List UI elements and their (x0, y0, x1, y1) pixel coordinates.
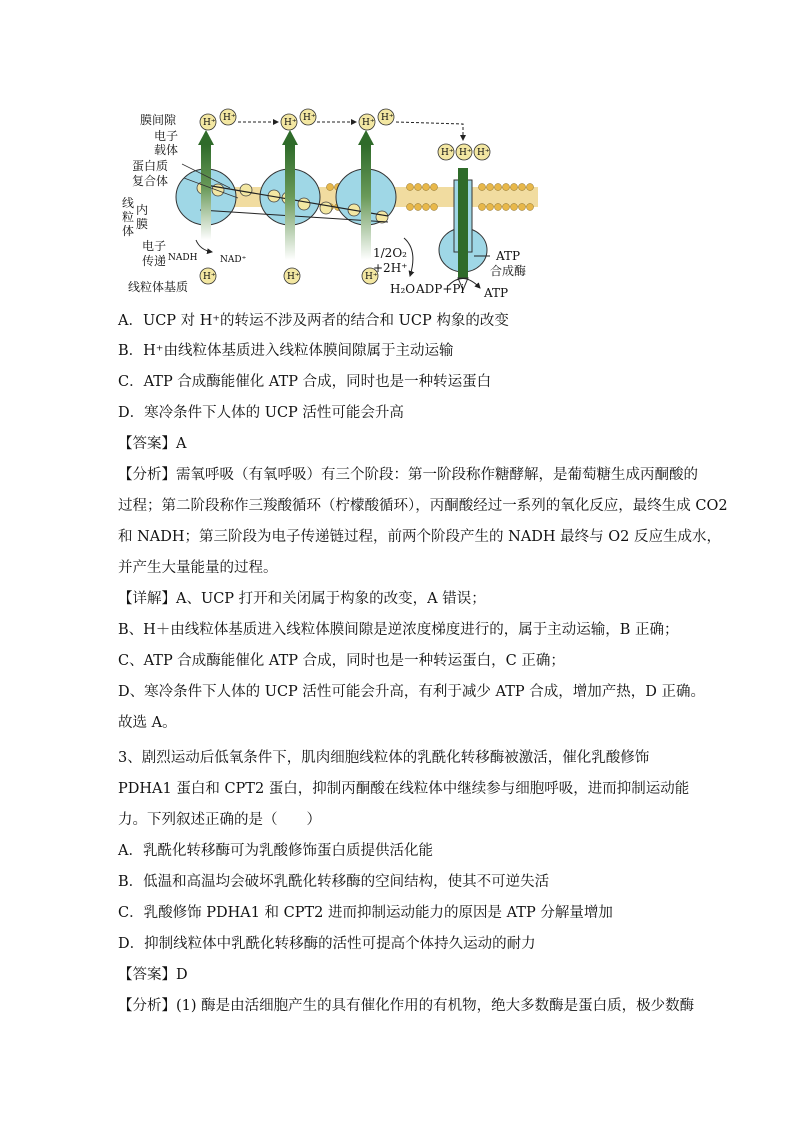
analysis-line: 【分析】(1) 酶是由活细胞产生的具有催化作用的有机物，绝大多数酶是蛋白质，极少数酶 (118, 998, 695, 1014)
h2-label: +2H⁺ (373, 261, 408, 275)
transfer-label-2: 传递 (142, 254, 167, 268)
h-label: H⁺ (223, 113, 236, 123)
question-line: PDHA1 蛋白和 CPT2 蛋白，抑制丙酮酸在线粒体中继续参与细胞呼吸，进而抑制运动能 (118, 781, 690, 797)
atp-synthase-label-2: 合成酶 (490, 264, 527, 278)
inner-membrane-label: 线 (122, 196, 135, 210)
h-label: H⁺ (362, 118, 375, 128)
transfer-label-1: 电子 (142, 239, 167, 253)
carrier-label-1: 电子 (154, 129, 179, 143)
question-line: 力。下列叙述正确的是（ ） (118, 812, 321, 828)
choice-line: 故选 A。 (118, 715, 177, 731)
h-label: H⁺ (303, 113, 316, 123)
inner-membrane-label: 膜 (136, 217, 149, 231)
analysis-line: 【分析】需氧呼吸（有氧呼吸）有三个阶段：第一阶段称作糖酵解，是葡萄糖生成丙酮酸的 (118, 467, 698, 483)
atp-product-label: ATP (484, 286, 509, 300)
h-label: H⁺ (203, 272, 216, 282)
carrier-label-2: 载体 (154, 143, 179, 157)
option-d: D．抑制线粒体中乳酰化转移酶的活性可提高个体持久运动的耐力 (118, 936, 536, 952)
detail-line: B、H＋由线粒体基质进入线粒体膜间隙是逆浓度梯度进行的，属于主动运输，B 正确； (118, 622, 679, 638)
complex-label-2: 复合体 (132, 174, 169, 188)
analysis-line: 过程；第二阶段称作三羧酸循环（柠檬酸循环），丙酮酸经过一系列的氧化反应，最终生成 CO2 (118, 498, 728, 514)
inner-membrane-label: 体 (122, 224, 135, 238)
h-label: H⁺ (284, 118, 297, 128)
h-label: H⁺ (477, 148, 490, 158)
analysis-line: 并产生大量能量的过程。 (118, 560, 278, 576)
h-label: H⁺ (203, 118, 216, 128)
option-b: B．低温和高温均会破坏乳酰化转移酶的空间结构，使其不可逆失活 (118, 874, 550, 890)
inner-membrane-label: 内 (136, 203, 149, 217)
atp-synthase-label-1: ATP (496, 249, 521, 263)
analysis-line: 和 NADH；第三阶段为电子传递链过程，前两个阶段产生的 NADH 最终与 O2 反应生成水， (118, 529, 722, 545)
o2-label: 1/2O₂ (373, 246, 407, 260)
h-label: H⁺ (365, 272, 378, 282)
detail-line: C、ATP 合成酶能催化 ATP 合成，同时也是一种转运蛋白，C 正确； (118, 653, 565, 669)
h-label: H⁺ (441, 148, 454, 158)
option-d: D．寒冷条件下人体的 UCP 活性可能会升高 (118, 405, 404, 421)
answer-label: 【答案】D (118, 967, 188, 983)
h-label: H⁺ (381, 113, 394, 123)
answer-label: 【答案】A (118, 436, 187, 452)
h-label: H⁺ (287, 272, 300, 282)
matrix-label: 线粒体基质 (128, 280, 189, 294)
nad-label: NAD⁺ (220, 255, 247, 265)
h-flow-arrows (238, 122, 463, 140)
option-b: B．H⁺由线粒体基质进入线粒体膜间隙属于主动运输 (118, 343, 454, 359)
mitochondrial-membrane-diagram (118, 100, 538, 305)
nadh-label: NADH (168, 253, 198, 263)
h-label: H⁺ (459, 148, 472, 158)
complex-label-1: 蛋白质 (132, 159, 169, 173)
option-c: C．ATP 合成酶能催化 ATP 合成，同时也是一种转运蛋白 (118, 374, 492, 390)
h2o-label: H₂O (390, 282, 416, 296)
detail-line: D、寒冷条件下人体的 UCP 活性可能会升高，有利于减少 ATP 合成，增加产热，D 正确。 (118, 684, 705, 700)
intermembrane-label: 膜间隙 (140, 113, 177, 127)
option-a: A．UCP 对 H⁺的转运不涉及两者的结合和 UCP 构象的改变 (118, 313, 509, 329)
detail-line: 【详解】A、UCP 打开和关闭属于构象的改变，A 错误； (118, 591, 486, 607)
question-line: 3、剧烈运动后低氧条件下，肌肉细胞线粒体的乳酰化转移酶被激活，催化乳酸修饰 (118, 750, 650, 766)
option-c: C．乳酸修饰 PDHA1 和 CPT2 进而抑制运动能力的原因是 ATP 分解量增加 (118, 905, 613, 921)
option-a: A．乳酰化转移酶可为乳酸修饰蛋白质提供活化能 (118, 843, 433, 859)
adp-label: ADP+Pi (416, 282, 465, 296)
inner-membrane-label: 粒 (122, 210, 135, 224)
